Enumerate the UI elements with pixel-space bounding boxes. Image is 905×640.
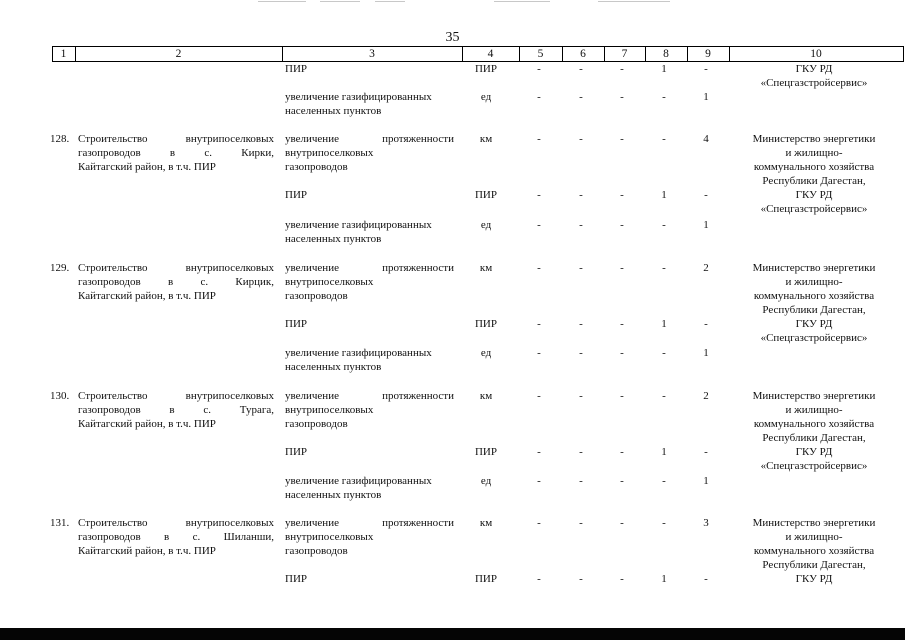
value-2018: -: [620, 446, 624, 458]
value-2017: -: [579, 318, 583, 330]
indicator: ПИР: [285, 189, 308, 201]
value-2017: -: [579, 573, 583, 585]
value-2016: -: [537, 446, 541, 458]
executor-line: коммунального хозяйства: [753, 290, 875, 302]
executor-line: коммунального хозяйства: [753, 545, 875, 557]
executor-line: и жилищно-: [785, 276, 843, 288]
entry-number: 128.: [50, 133, 70, 145]
value-2017: -: [579, 133, 583, 145]
object-name-line: Строительство внутрипоселковых: [78, 133, 274, 145]
executor-line: Министерство энергетики: [752, 262, 876, 274]
value-2019: -: [662, 91, 666, 103]
object-name-line: Кайтагский район, в т.ч. ПИР: [78, 290, 216, 302]
executor-line: Республики Дагестан,: [762, 559, 866, 571]
indicator-line: увеличение газифицированных: [285, 347, 432, 359]
indicator-line: внутрипоселковых: [285, 276, 374, 288]
col-header-9: 9: [705, 48, 711, 60]
value-2016: -: [537, 573, 541, 585]
value-2019: 1: [661, 318, 667, 330]
object-name-line: газопроводов в с. Турага,: [78, 404, 274, 416]
unit: ПИР: [474, 573, 497, 585]
col-header-6: 6: [580, 48, 586, 60]
unit: ед: [480, 475, 492, 487]
unit: ПИР: [474, 446, 497, 458]
col-header-4: 4: [487, 48, 494, 60]
value-2019: -: [662, 517, 666, 529]
value-2017: -: [579, 189, 583, 201]
col-header-2: 2: [175, 48, 182, 60]
value-2019: 1: [661, 63, 667, 75]
value-2018: -: [620, 517, 624, 529]
indicator-line: газопроводов: [285, 161, 348, 173]
indicator-line: увеличение протяженности: [285, 262, 454, 274]
unit: ед: [480, 91, 492, 103]
unit: ПИР: [474, 189, 497, 201]
value-2019: 1: [661, 573, 667, 585]
executor-line: ГКУ РД: [795, 189, 833, 201]
value-2020: 1: [703, 91, 709, 103]
indicator-line: увеличение протяженности: [285, 133, 454, 145]
value-2016: -: [537, 517, 541, 529]
value-2020: -: [704, 318, 708, 330]
value-2020: 2: [703, 262, 709, 274]
value-2020: 3: [703, 517, 709, 529]
executor-line: коммунального хозяйства: [753, 418, 875, 430]
object-name-line: Строительство внутрипоселковых: [78, 390, 274, 402]
executor-line: Министерство энергетики: [752, 517, 876, 529]
value-2016: -: [537, 219, 541, 231]
value-2016: -: [537, 133, 541, 145]
object-name-line: Кайтагский район, в т.ч. ПИР: [78, 161, 216, 173]
value-2018: -: [620, 262, 624, 274]
object-name-line: Строительство внутрипоселковых: [78, 262, 274, 274]
indicator-line: увеличение газифицированных: [285, 219, 432, 231]
value-2019: -: [662, 262, 666, 274]
value-2018: -: [620, 390, 624, 402]
indicator-line: внутрипоселковых: [285, 404, 374, 416]
entry-number: 131.: [50, 517, 70, 529]
indicator-line: населенных пунктов: [285, 489, 382, 501]
unit: ед: [480, 347, 492, 359]
col-header-7: 7: [621, 48, 628, 60]
indicator-line: населенных пунктов: [285, 105, 382, 117]
value-2020: -: [704, 573, 708, 585]
unit: км: [479, 390, 493, 402]
executor-line: ГКУ РД: [795, 446, 833, 458]
unit: ПИР: [474, 318, 497, 330]
unit: км: [479, 262, 493, 274]
indicator: ПИР: [285, 446, 308, 458]
value-2019: -: [662, 390, 666, 402]
value-2017: -: [579, 390, 583, 402]
executor-line: «Спецгазстройсервис»: [760, 332, 868, 344]
executor-line: и жилищно-: [785, 147, 843, 159]
indicator: ПИР: [285, 63, 308, 75]
indicator-line: увеличение газифицированных: [285, 91, 432, 103]
entry-number: 129.: [50, 262, 70, 274]
value-2020: 1: [703, 219, 709, 231]
indicator: ПИР: [285, 573, 308, 585]
object-name-line: газопроводов в с. Шиланши,: [78, 531, 274, 543]
executor-line: Республики Дагестан,: [762, 304, 866, 316]
executor-line: Министерство энергетики: [752, 133, 876, 145]
value-2017: -: [579, 219, 583, 231]
executor-line: «Спецгазстройсервис»: [760, 460, 868, 472]
value-2018: -: [620, 63, 624, 75]
value-2019: -: [662, 475, 666, 487]
value-2016: -: [537, 63, 541, 75]
value-2018: -: [620, 219, 624, 231]
value-2016: -: [537, 91, 541, 103]
value-2020: -: [704, 446, 708, 458]
page-number: 35: [445, 30, 460, 45]
value-2016: -: [537, 189, 541, 201]
executor-line: ГКУ РД: [795, 63, 833, 75]
value-2018: -: [620, 133, 624, 145]
value-2016: -: [537, 262, 541, 274]
executor-line: «Спецгазстройсервис»: [760, 77, 868, 89]
value-2019: 1: [661, 189, 667, 201]
object-name-line: Строительство внутрипоселковых: [78, 517, 274, 529]
value-2020: -: [704, 63, 708, 75]
value-2018: -: [620, 475, 624, 487]
executor-line: Министерство энергетики: [752, 390, 876, 402]
col-header-3: 3: [369, 48, 375, 60]
indicator-line: внутрипоселковых: [285, 531, 374, 543]
executor-line: и жилищно-: [785, 404, 843, 416]
indicator-line: внутрипоселковых: [285, 147, 374, 159]
value-2018: -: [620, 189, 624, 201]
unit: км: [479, 133, 493, 145]
col-header-1: 1: [60, 48, 67, 60]
indicator-line: населенных пунктов: [285, 361, 382, 373]
value-2017: -: [579, 347, 583, 359]
value-2020: -: [704, 189, 708, 201]
value-2019: -: [662, 347, 666, 359]
entry-number: 130.: [50, 390, 70, 402]
col-header-10: 10: [810, 48, 822, 60]
value-2017: -: [579, 91, 583, 103]
indicator-line: увеличение протяженности: [285, 517, 454, 529]
value-2019: 1: [661, 446, 667, 458]
value-2017: -: [579, 262, 583, 274]
value-2018: -: [620, 318, 624, 330]
col-header-5: 5: [537, 48, 544, 60]
unit: км: [479, 517, 493, 529]
value-2018: -: [620, 347, 624, 359]
object-name-line: Кайтагский район, в т.ч. ПИР: [78, 418, 216, 430]
value-2020: 1: [703, 347, 709, 359]
table-header-row: [52, 46, 904, 62]
value-2020: 1: [703, 475, 709, 487]
executor-line: коммунального хозяйства: [753, 161, 875, 173]
indicator-line: увеличение газифицированных: [285, 475, 432, 487]
object-name-line: газопроводов в с. Кирцик,: [78, 276, 274, 288]
executor-line: «Спецгазстройсервис»: [760, 203, 868, 215]
executor-line: Республики Дагестан,: [762, 175, 866, 187]
indicator-line: газопроводов: [285, 545, 348, 557]
value-2017: -: [579, 446, 583, 458]
value-2016: -: [537, 347, 541, 359]
scan-bottom-edge: [0, 628, 905, 640]
unit: ПИР: [474, 63, 497, 75]
executor-line: и жилищно-: [785, 531, 843, 543]
object-name-line: газопроводов в с. Кирки,: [78, 147, 274, 159]
indicator-line: газопроводов: [285, 418, 348, 430]
value-2016: -: [537, 318, 541, 330]
value-2017: -: [579, 63, 583, 75]
indicator: ПИР: [285, 318, 308, 330]
value-2016: -: [537, 390, 541, 402]
executor-line: ГКУ РД: [795, 318, 833, 330]
unit: ед: [480, 219, 492, 231]
value-2019: -: [662, 133, 666, 145]
value-2020: 4: [703, 133, 709, 145]
value-2017: -: [579, 517, 583, 529]
executor-line: ГКУ РД: [795, 573, 833, 585]
value-2018: -: [620, 573, 624, 585]
indicator-line: населенных пунктов: [285, 233, 382, 245]
object-name-line: Кайтагский район, в т.ч. ПИР: [78, 545, 216, 557]
value-2018: -: [620, 91, 624, 103]
executor-line: Республики Дагестан,: [762, 432, 866, 444]
value-2017: -: [579, 475, 583, 487]
col-header-8: 8: [663, 48, 669, 60]
indicator-line: газопроводов: [285, 290, 348, 302]
value-2016: -: [537, 475, 541, 487]
value-2019: -: [662, 219, 666, 231]
indicator-line: увеличение протяженности: [285, 390, 454, 402]
value-2020: 2: [703, 390, 709, 402]
scan-top-edge: [0, 0, 905, 4]
